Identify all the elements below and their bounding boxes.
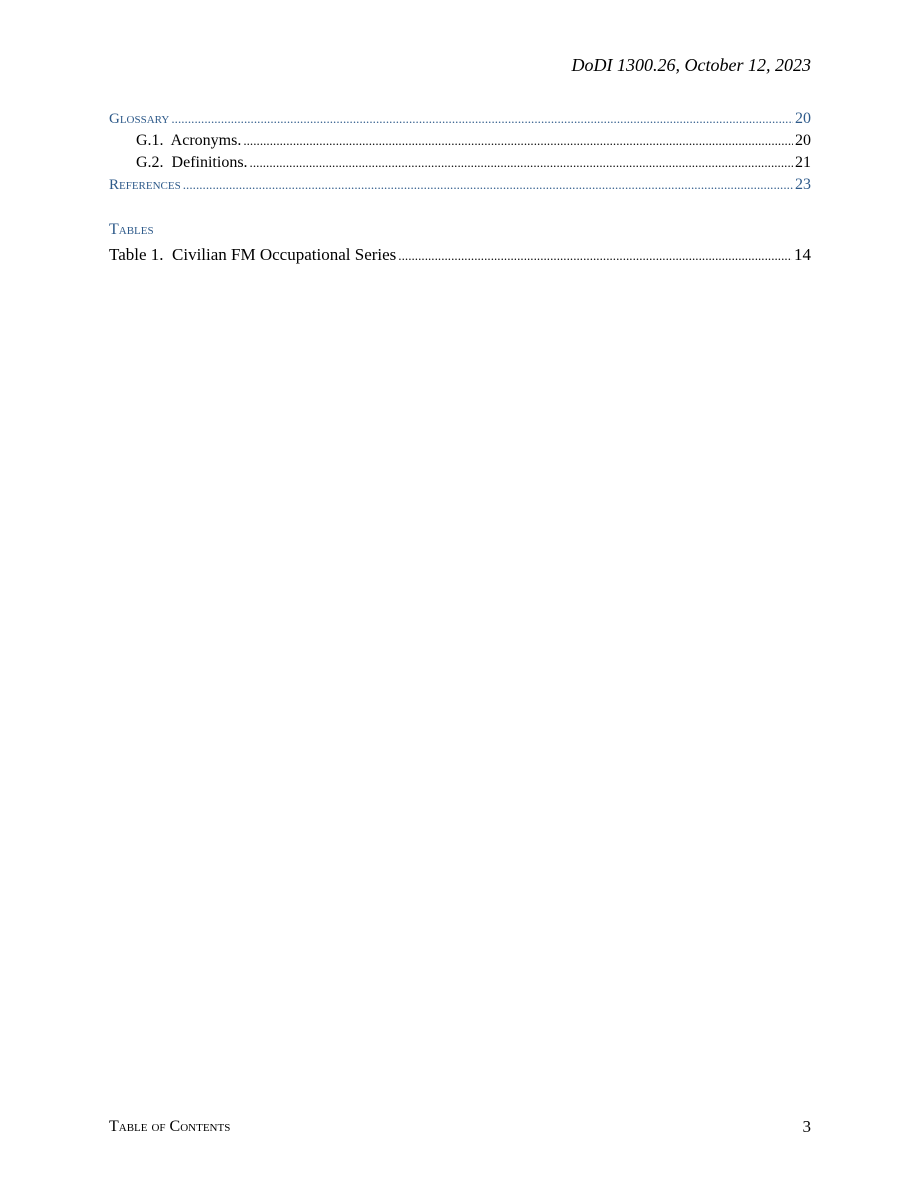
toc-entry-page: 20 (795, 132, 811, 149)
dot-leader (398, 244, 792, 267)
dot-leader (171, 108, 793, 130)
toc-entry-page: 20 (795, 110, 811, 127)
dot-leader (250, 152, 793, 174)
toc-entry-glossary[interactable] (109, 108, 811, 130)
toc-entry-label: Table 1. Civilian FM Occupational Series (109, 245, 397, 264)
document-reference: DoDI 1300.26, October 12, 2023 (571, 55, 811, 75)
dot-leader (243, 130, 793, 152)
tables-heading: Tables (109, 221, 154, 238)
toc-entry-label: Glossary (109, 111, 170, 127)
page-number: 3 (802, 1117, 811, 1136)
toc-entry-label: References (109, 177, 181, 193)
toc-entry-page: 23 (795, 176, 811, 193)
toc-entry-page: 21 (795, 154, 811, 171)
toc-entry-table-1[interactable] (109, 244, 811, 266)
toc-entry-page: 14 (794, 245, 811, 264)
toc-entry-definitions[interactable] (109, 152, 811, 174)
toc-entry-label: G.1. Acronyms. (136, 132, 242, 149)
toc-entry-label: G.2. Definitions. (136, 154, 248, 171)
toc-entry-acronyms[interactable] (109, 130, 811, 152)
dot-leader (183, 174, 793, 196)
footer-section-title: Table of Contents (109, 1118, 231, 1135)
tables-list (109, 244, 811, 266)
toc-entry-references[interactable] (109, 174, 811, 196)
table-of-contents (109, 108, 811, 266)
